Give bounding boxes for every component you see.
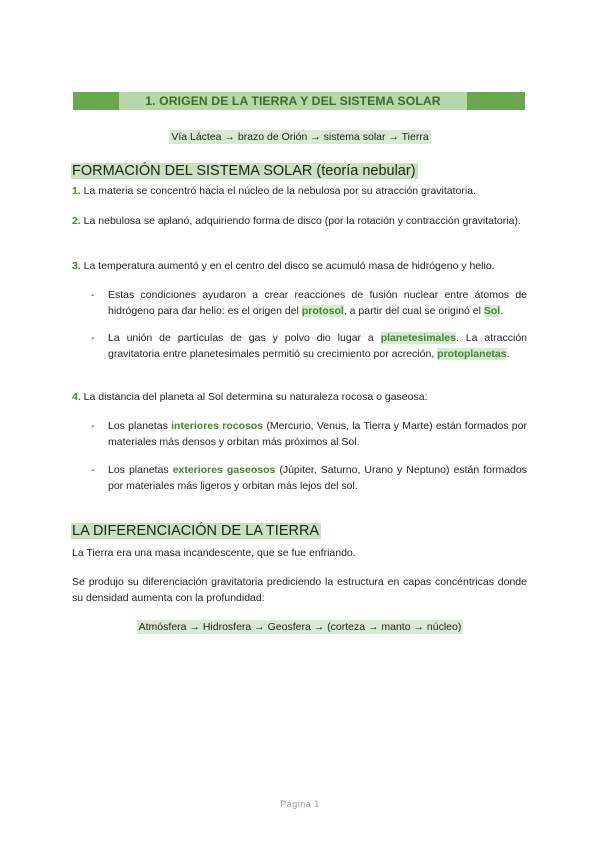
section-heading-formacion	[71, 162, 418, 181]
keyword-protoplanetas: protoplanetas	[437, 347, 507, 360]
location-chain	[0, 129, 600, 145]
bullet-text	[108, 463, 527, 494]
step-2	[72, 214, 527, 230]
step-text: La materia se concentró hacia el núcleo de la nebulosa por su atracción gravitatoria.	[80, 185, 476, 197]
location-chain-text: Vía Láctea → brazo de Orión → sistema solar → Tierra	[171, 131, 429, 143]
title-bar	[73, 92, 525, 110]
bullet-dash: -	[91, 464, 95, 476]
bullet-text-part: , a partir del cual se originó el	[343, 304, 484, 317]
bullet-exteriores	[91, 463, 527, 494]
paragraph-masa: La Tierra era una masa incandescente, que se fue enfriando.	[72, 547, 356, 559]
title-accent-right	[467, 92, 525, 110]
earth-layers-chain-text: Atmósfera → Hidrosfera → Geosfera → (corteza → manto → núcleo)	[138, 621, 462, 633]
bullet-dash: -	[91, 332, 95, 344]
bullet-dash: -	[91, 289, 95, 301]
section-heading-diferenciacion-text: LA DIFERENCIACIÓN DE LA TIERRA	[72, 523, 320, 539]
bullet-text-part: .	[506, 347, 510, 360]
bullet-protosol	[91, 288, 527, 319]
bullet-text-part: (Mercurio, Venus, la Tierra y Marte) están formados por materiales más densos y orbitan más próximos al Sol.	[108, 420, 527, 448]
bullet-planetesimales	[91, 331, 527, 362]
page-number: Página 1	[280, 799, 320, 809]
earth-layers-chain	[0, 619, 600, 635]
step-number: 4.	[72, 391, 81, 403]
title-accent-left	[73, 92, 119, 110]
step-text: La nebulosa se aplanó, adquiriendo forma de disco (por la rotación y contracción gravitatoria).	[80, 215, 521, 227]
step-number: 1.	[72, 185, 81, 197]
bullet-text	[108, 331, 527, 362]
section-heading-formacion-text: FORMACIÓN DEL SISTEMA SOLAR (teoría nebular)	[72, 163, 416, 179]
keyword-planetesimales: planetesimales	[380, 332, 456, 344]
bullet-text-part: (Júpiter, Saturno, Urano y Neptuno) están formados por materiales más ligeros y orbitan más lejos del sol.	[108, 464, 527, 492]
page-title: 1. ORIGEN DE LA TIERRA Y DEL SISTEMA SOLAR	[119, 92, 467, 110]
step-number: 2.	[72, 215, 81, 227]
keyword-protosol: protosol	[301, 304, 344, 317]
bullet-text-part: . La atracción gravitatoria entre planetesimales permitió su crecimiento por acreción,	[108, 332, 527, 360]
bullet-text-part: Estas condiciones ayudaron a crear reacciones de fusión nuclear entre átomos de hidrógeno para dar helio: es el origen del	[108, 289, 527, 317]
keyword-sol: Sol	[483, 304, 501, 317]
bullet-dash: -	[91, 420, 95, 432]
bullet-text-part: La unión de partículas de gas y polvo dio lugar a	[108, 332, 381, 344]
paragraph-diferenciacion: Se produjo su diferenciación gravitatoria prediciendo la estructura en capas concéntricas donde su densidad aumenta con la profundidad:	[72, 576, 527, 604]
section-heading-diferenciacion	[71, 522, 321, 541]
bullet-text	[108, 419, 527, 450]
step-1	[72, 184, 527, 200]
keyword-interiores-rocosos: interiores rocosos	[171, 420, 264, 432]
bullet-interiores	[91, 419, 527, 450]
step-text: La temperatura aumentó y en el centro del disco se acumuló masa de hidrógeno y helio.	[80, 260, 495, 272]
step-text: La distancia del planeta al Sol determina su naturaleza rocosa o gaseosa:	[80, 391, 428, 403]
bullet-text-part: .	[500, 304, 504, 317]
keyword-exteriores-gaseosos: exteriores gaseosos	[172, 464, 276, 476]
step-3	[72, 259, 527, 275]
step-number: 3.	[72, 260, 81, 272]
bullet-text-part: Los planetas	[108, 420, 172, 432]
step-4	[72, 390, 527, 406]
bullet-text	[108, 288, 527, 319]
bullet-text-part: Los planetas	[108, 464, 173, 476]
